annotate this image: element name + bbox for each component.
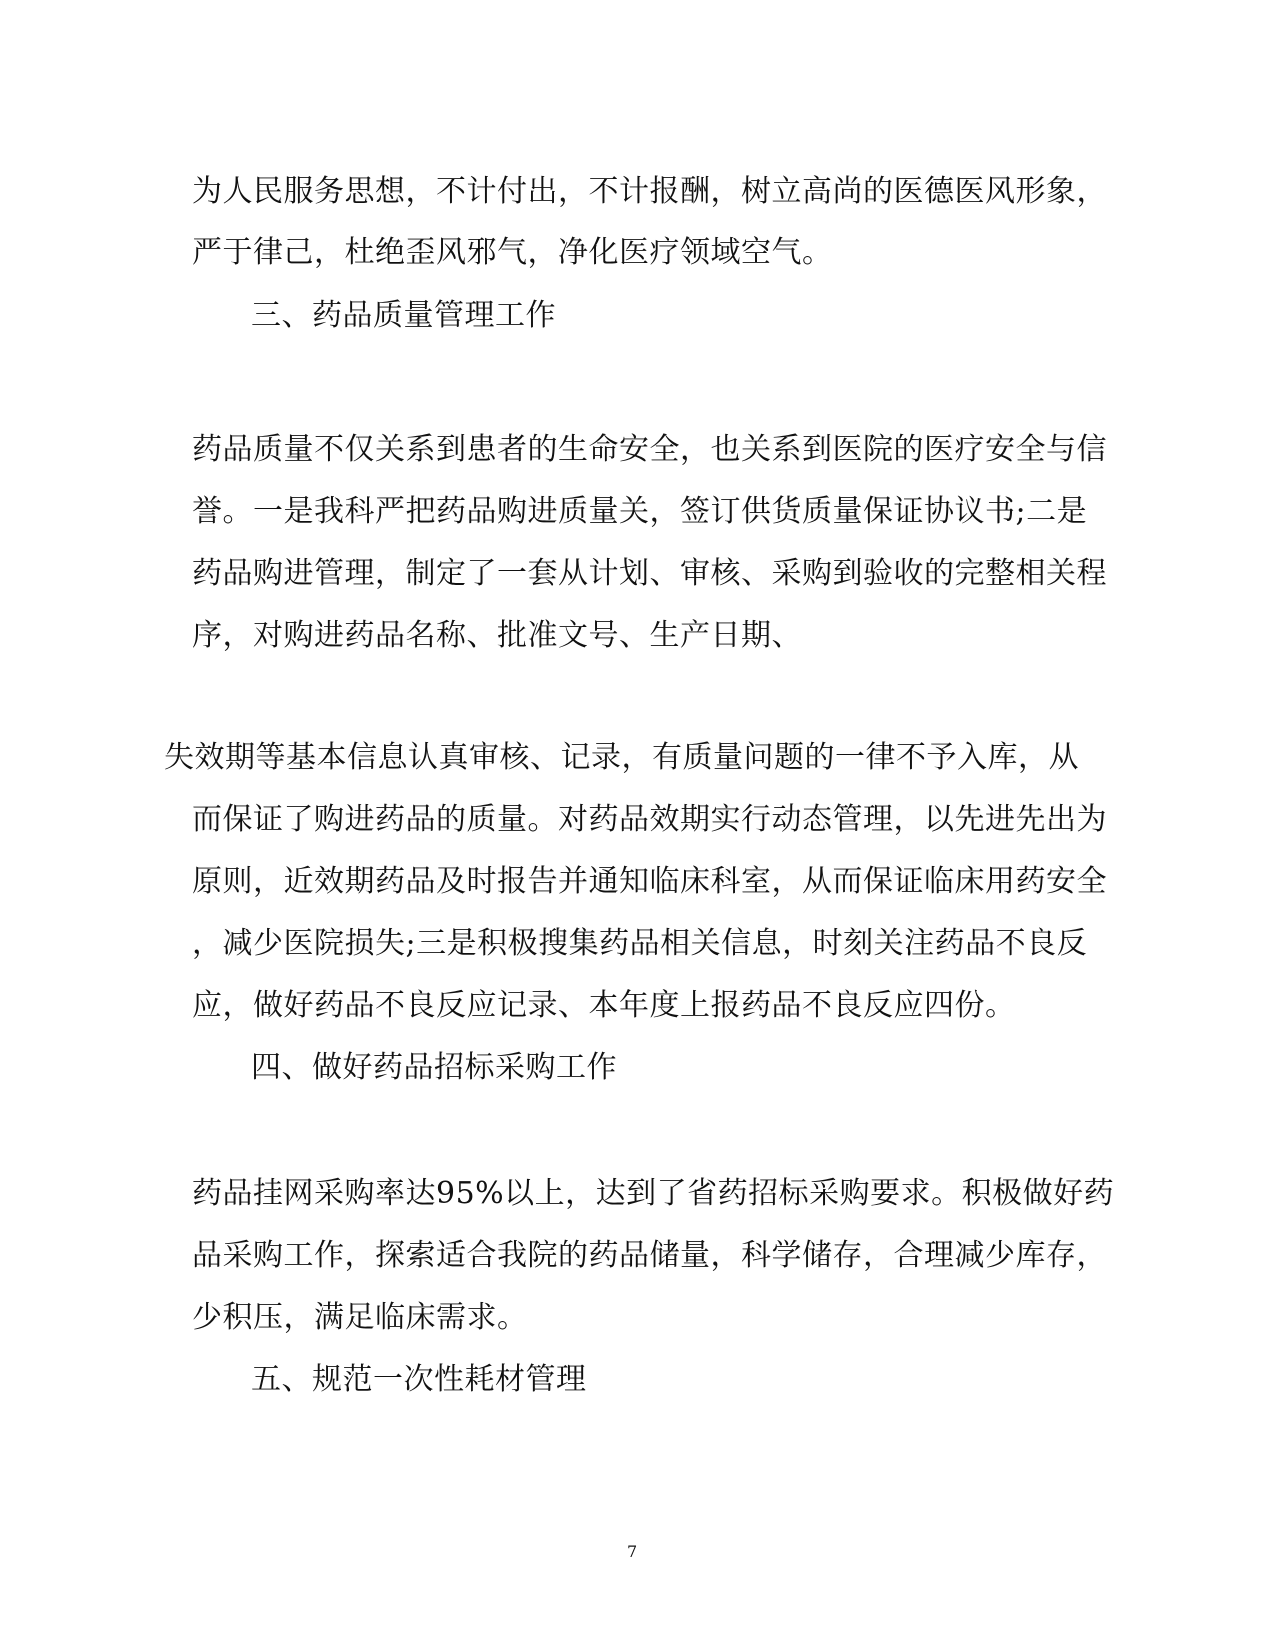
body-text-line: ，减少医院损失;三是积极搜集药品相关信息，时刻关注药品不良反 xyxy=(192,926,1088,961)
body-text-line: 失效期等基本信息认真审核、记录，有质量问题的一律不予入库，从 xyxy=(164,740,1079,775)
body-text-line: 少积压，满足临床需求。 xyxy=(192,1300,528,1335)
section-heading: 五、规范一次性耗材管理 xyxy=(251,1362,587,1397)
body-text-line: 为人民服务思想，不计付出，不计报酬，树立高尚的医德医风形象， xyxy=(192,174,1107,209)
body-text-line: 药品购进管理，制定了一套从计划、审核、采购到验收的完整相关程 xyxy=(192,556,1107,591)
body-text-line: 而保证了购进药品的质量。对药品效期实行动态管理，以先进先出为 xyxy=(192,802,1107,837)
section-heading: 四、做好药品招标采购工作 xyxy=(251,1050,617,1085)
body-text-line: 应，做好药品不良反应记录、本年度上报药品不良反应四份。 xyxy=(192,988,1016,1023)
body-text-line: 品采购工作，探索适合我院的药品储量，科学储存，合理减少库存， xyxy=(192,1238,1107,1273)
body-text-line: 誉。一是我科严把药品购进质量关，签订供货质量保证协议书;二是 xyxy=(192,494,1088,529)
body-text-line: 药品质量不仅关系到患者的生命安全，也关系到医院的医疗安全与信 xyxy=(192,432,1107,467)
body-text-line: 药品挂网采购率达95%以上，达到了省药招标采购要求。积极做好药 xyxy=(192,1176,1115,1211)
body-text-line: 序，对购进药品名称、批准文号、生产日期、 xyxy=(192,618,802,653)
body-text-line: 原则，近效期药品及时报告并通知临床科室，从而保证临床用药安全 xyxy=(192,864,1107,899)
page-number: 7 xyxy=(627,1542,638,1561)
section-heading: 三、药品质量管理工作 xyxy=(251,298,556,333)
body-text-line: 严于律己，杜绝歪风邪气，净化医疗领域空气。 xyxy=(192,235,833,270)
